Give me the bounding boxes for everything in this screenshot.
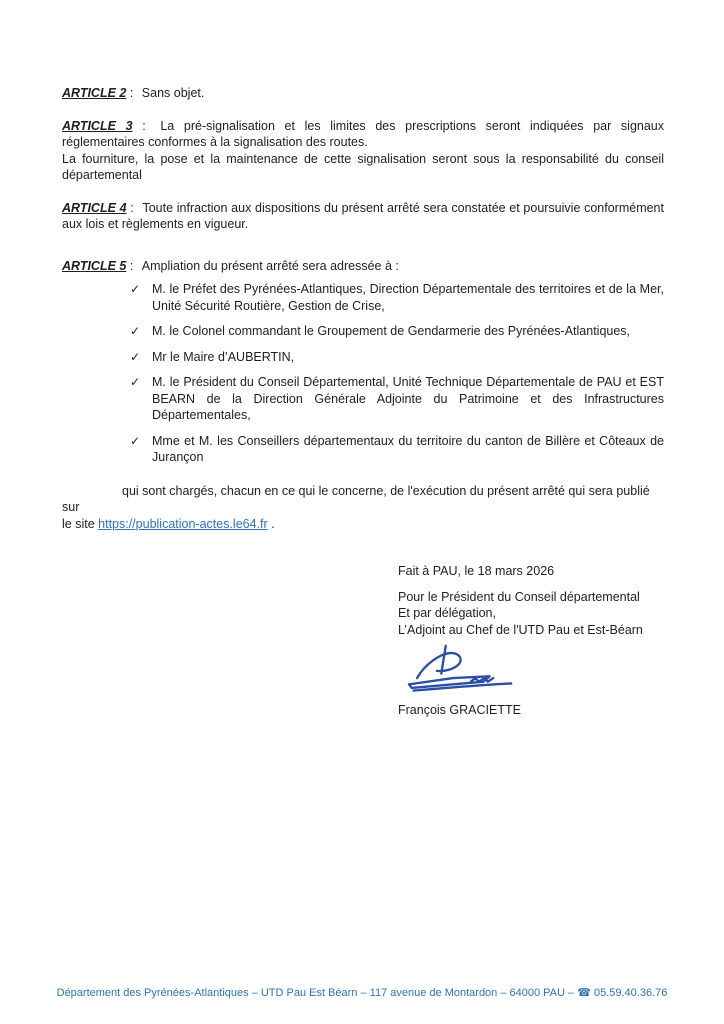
checkmark-icon: ✓ <box>130 349 141 364</box>
list-item <box>130 349 664 366</box>
closing-line2-suffix: . <box>267 516 275 531</box>
article-3-text: La pré-signalisation et les limites des prescriptions seront indiquées par signaux réglementaires conformes à la signalisation des routes. <box>62 118 664 149</box>
checkmark-icon: ✓ <box>130 375 141 389</box>
footer-phone-number: 05.59.40.36.76 <box>593 986 668 999</box>
recipient-text: M. le Président du Conseil Départemental, Unité Technique Départementale de PAU et EST BEARN de la Direction Générale Adjointe du Patrimoine et des Infrastructures Départementales, <box>152 375 664 422</box>
checkmark-icon: ✓ <box>130 433 141 448</box>
closing-paragraph <box>62 483 664 533</box>
article-4-label: ARTICLE 4 <box>62 200 127 215</box>
handwritten-signature <box>402 644 664 701</box>
closing-line2-prefix: le site <box>62 516 99 531</box>
closing-line2 <box>62 516 664 533</box>
article-4-separator: : <box>126 200 138 215</box>
page-footer <box>0 985 724 1002</box>
delegation-line-1: Pour le Président du Conseil départemental <box>398 589 640 604</box>
list-item <box>130 433 664 466</box>
list-item <box>130 374 664 424</box>
closing-line1: qui sont chargés, chacun en ce qui le concerne, de l'exécution du présent arrêté qui sera publié sur <box>62 483 650 514</box>
article-4-text: Toute infraction aux dispositions du présent arrêté sera constatée et poursuivie conformément aux lois et règlements en vigueur. <box>62 200 664 231</box>
recipient-text: Mme et M. les Conseillers départementaux du territoire du canton de Billère et Côteaux de Jurançon <box>152 433 664 464</box>
delegation-line-3: L’Adjoint au Chef de l'UTD Pau et Est-Béarn <box>398 622 643 637</box>
article-2-separator: : <box>126 86 137 100</box>
recipient-text: M. le Colonel commandant le Groupement de Gendarmerie des Pyrénées-Atlantiques, <box>152 324 631 338</box>
telephone-icon: ☎ <box>577 985 591 999</box>
place-and-date: Fait à PAU, le 18 mars 2026 <box>398 564 555 578</box>
article-2 <box>62 85 664 102</box>
delegation-line-2: Et par délégation, <box>398 606 496 620</box>
signer-name: François GRACIETTE <box>398 702 521 717</box>
list-item <box>130 323 664 340</box>
article-3-separator: : <box>132 118 156 133</box>
recipient-text: M. le Préfet des Pyrénées-Atlantiques, Direction Départementale des territoires et de la Mer, Unité Sécurité Routière, Gestion de Crise, <box>152 282 664 313</box>
recipient-list <box>130 281 664 466</box>
article-5-separator: : <box>126 258 137 273</box>
article-2-text: Sans objet. <box>141 86 205 100</box>
footer-text: Département des Pyrénées-Atlantiques – UTD Pau Est Béarn – 117 avenue de Montardon – 64000 PAU – <box>56 986 578 999</box>
recipient-text: Mr le Maire d’AUBERTIN, <box>152 349 295 364</box>
checkmark-icon: ✓ <box>130 282 141 296</box>
publication-site-link[interactable]: https://publication-actes.le64.fr <box>98 516 268 531</box>
article-5-label: ARTICLE 5 <box>62 258 127 273</box>
list-item <box>130 281 664 314</box>
article-4 <box>62 200 664 233</box>
article-5-text: Ampliation du présent arrêté sera adressée à : <box>141 258 399 273</box>
signature-block <box>398 563 664 718</box>
article-3-label: ARTICLE 3 <box>62 118 133 133</box>
article-2-label: ARTICLE 2 <box>62 86 127 100</box>
article-3 <box>62 118 664 151</box>
checkmark-icon: ✓ <box>130 324 141 338</box>
article-5 <box>62 258 664 275</box>
article-3-text2: La fourniture, la pose et la maintenance de cette signalisation seront sous la responsabilité du conseil départemental <box>62 151 664 182</box>
